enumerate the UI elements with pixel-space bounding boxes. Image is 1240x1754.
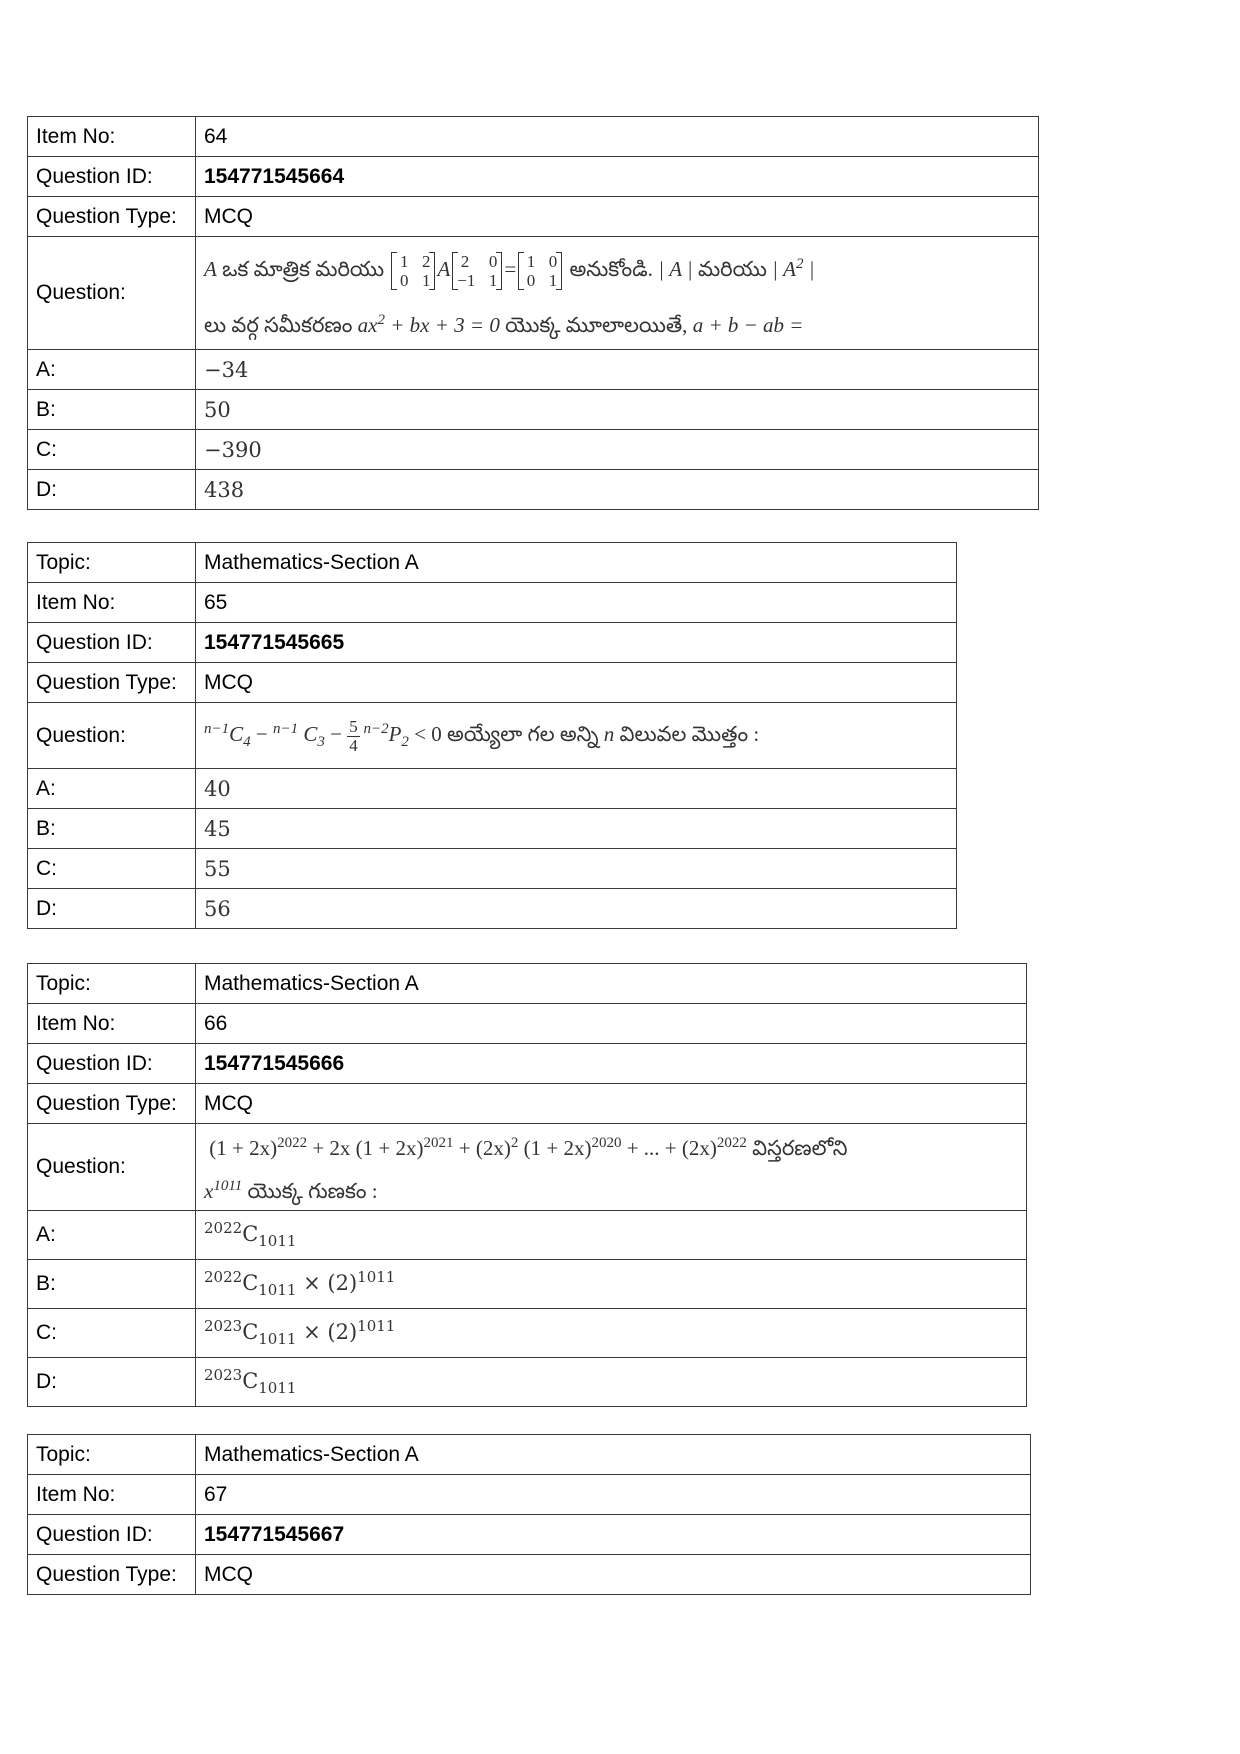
topic-row	[28, 1435, 1031, 1475]
question-label: Question:	[28, 237, 196, 350]
option-value: −34	[196, 350, 1039, 390]
matrix-1: 1 2 0 1	[391, 252, 435, 290]
question-text	[196, 703, 957, 769]
option-label: C:	[28, 849, 196, 889]
option-label: B:	[28, 809, 196, 849]
question-type-row	[28, 1084, 1027, 1124]
item-label: Item No:	[28, 583, 196, 623]
quadratic-equation: $ax^2$ + bx + 3 = 0	[357, 312, 500, 337]
option-row	[28, 390, 1039, 430]
question-text: A ఒక మాత్రిక మరియు 1 2 0 1 A 2 0 −1 1 = 1 0 0 1 అనుకోండి. | A | మరియు | $A^2$ | లు వర్గ సమీకరణం $ax^2$ + bx + 3 = 0 యొక్క మూలాలయితే, a + b − ab =	[196, 237, 1039, 350]
option-row	[28, 1211, 1027, 1260]
question-type-label: Question Type:	[28, 197, 196, 237]
question-label: Question:	[28, 1124, 196, 1211]
item-value: 64	[196, 117, 1039, 157]
permutation-term: $^{n-2}P_2$	[359, 720, 409, 751]
question-id-label: Question ID:	[28, 157, 196, 197]
n-variable: n	[603, 721, 615, 746]
question-id-value: 154771545664	[196, 157, 1039, 197]
question-text-part: అనుకోండి.	[564, 257, 659, 281]
option-label: A:	[28, 350, 196, 390]
option-row	[28, 1309, 1027, 1358]
question-id-row	[28, 157, 1039, 197]
inequality: < 0	[408, 721, 448, 746]
question-type-label: Question Type:	[28, 1084, 196, 1124]
matrix-a-var: A	[437, 257, 451, 281]
question-id-label: Question ID:	[28, 623, 196, 663]
option-value: $^{2022}C_{1011} \times (2)^{1011}$	[196, 1260, 1027, 1309]
option-label: D:	[28, 470, 196, 510]
option-row	[28, 350, 1039, 390]
topic-label: Topic:	[28, 543, 196, 583]
question-id-value: 154771545667	[196, 1515, 1031, 1555]
option-row	[28, 889, 957, 929]
combination-term: $^{n-1}$ $C_3$	[272, 720, 325, 751]
item-row	[28, 583, 957, 623]
question-text-part: మరియు	[692, 257, 773, 281]
item-value: 65	[196, 583, 957, 623]
question-id-row	[28, 623, 957, 663]
question-row	[28, 1124, 1027, 1211]
question-table-65	[27, 542, 957, 929]
item-label: Item No:	[28, 1475, 196, 1515]
option-label: A:	[28, 769, 196, 809]
option-label: A:	[28, 1211, 196, 1260]
question-text-part: యొక్క గుణకం :	[242, 1179, 378, 1203]
question-type-row	[28, 197, 1039, 237]
question-id-row	[28, 1044, 1027, 1084]
question-id-label: Question ID:	[28, 1044, 196, 1084]
question-row	[28, 237, 1039, 350]
option-value: $^{2023}C_{1011}$	[196, 1358, 1027, 1407]
question-table-67	[27, 1434, 1031, 1595]
question-text-part: విస్తరణలోని	[746, 1136, 848, 1160]
item-row	[28, 1475, 1031, 1515]
question-id-value: 154771545665	[196, 623, 957, 663]
option-value: −390	[196, 430, 1039, 470]
option-row	[28, 769, 957, 809]
question-type-value: MCQ	[196, 197, 1039, 237]
matrix-3: 1 0 0 1	[518, 252, 562, 290]
question-text-part: యొక్క మూలాలయితే,	[499, 313, 693, 337]
minus-sign: −	[324, 721, 348, 746]
matrix-a-var: A	[204, 257, 217, 281]
question-type-label: Question Type:	[28, 1555, 196, 1595]
option-value: 40	[196, 769, 957, 809]
question-id-label: Question ID:	[28, 1515, 196, 1555]
item-label: Item No:	[28, 117, 196, 157]
option-label: B:	[28, 390, 196, 430]
matrix-2: 2 0 −1 1	[452, 252, 502, 290]
option-row	[28, 1358, 1027, 1407]
minus-sign: −	[250, 721, 273, 746]
question-type-row	[28, 1555, 1031, 1595]
question-type-value: MCQ	[196, 1555, 1031, 1595]
option-label: C:	[28, 1309, 196, 1358]
combination-term: $^{n-1}C_4$	[204, 720, 251, 751]
option-label: D:	[28, 1358, 196, 1407]
question-type-row	[28, 663, 957, 703]
item-value: 66	[196, 1004, 1027, 1044]
option-value: 50	[196, 390, 1039, 430]
target-expression: a + b − ab =	[692, 313, 804, 337]
option-value: $^{2022}C_{1011}$	[196, 1211, 1027, 1260]
option-row	[28, 430, 1039, 470]
topic-label: Topic:	[28, 964, 196, 1004]
question-type-label: Question Type:	[28, 663, 196, 703]
option-row	[28, 1260, 1027, 1309]
topic-value: Mathematics-Section A	[196, 543, 957, 583]
option-value: 56	[196, 889, 957, 929]
topic-label: Topic:	[28, 1435, 196, 1475]
binomial-expansion: $(1 + 2x)^{2022} + 2x$ $(1 + 2x)^{2021} + (2x)^2$ $(1 + 2x)^{2020}$ + ... + $(2x)^{2022}$	[209, 1135, 747, 1160]
question-type-value: MCQ	[196, 663, 957, 703]
topic-value: Mathematics-Section A	[196, 1435, 1031, 1475]
item-value: 67	[196, 1475, 1031, 1515]
item-label: Item No:	[28, 1004, 196, 1044]
determinant-a: | A |	[658, 257, 693, 281]
question-text	[196, 1124, 1027, 1211]
topic-row	[28, 543, 957, 583]
question-text-part: లు వర్గ సమీకరణం	[204, 313, 358, 337]
x-power-term: $x^{1011}$	[204, 1178, 243, 1203]
determinant-a-squared: | $A^2$ |	[772, 256, 815, 281]
option-label: C:	[28, 430, 196, 470]
option-label: D:	[28, 889, 196, 929]
topic-row	[28, 964, 1027, 1004]
question-text-part: ఒక మాత్రిక మరియు	[216, 257, 390, 281]
item-row	[28, 117, 1039, 157]
option-row	[28, 470, 1039, 510]
option-label: B:	[28, 1260, 196, 1309]
question-type-value: MCQ	[196, 1084, 1027, 1124]
item-row	[28, 1004, 1027, 1044]
option-value: $^{2023}C_{1011} \times (2)^{1011}$	[196, 1309, 1027, 1358]
topic-value: Mathematics-Section A	[196, 964, 1027, 1004]
option-value: 438	[196, 470, 1039, 510]
question-label: Question:	[28, 703, 196, 769]
fraction: $\frac{5}{4}$	[349, 716, 358, 755]
option-row	[28, 849, 957, 889]
question-id-row	[28, 1515, 1031, 1555]
option-value: 55	[196, 849, 957, 889]
question-id-value: 154771545666	[196, 1044, 1027, 1084]
question-text-part: అయ్యేలా గల అన్ని	[447, 721, 604, 746]
question-row	[28, 703, 957, 769]
option-row	[28, 809, 957, 849]
question-table-66	[27, 963, 1027, 1407]
option-value: 45	[196, 809, 957, 849]
question-text-part: విలువల మొత్తం :	[614, 721, 760, 746]
question-table-64	[27, 116, 1039, 510]
